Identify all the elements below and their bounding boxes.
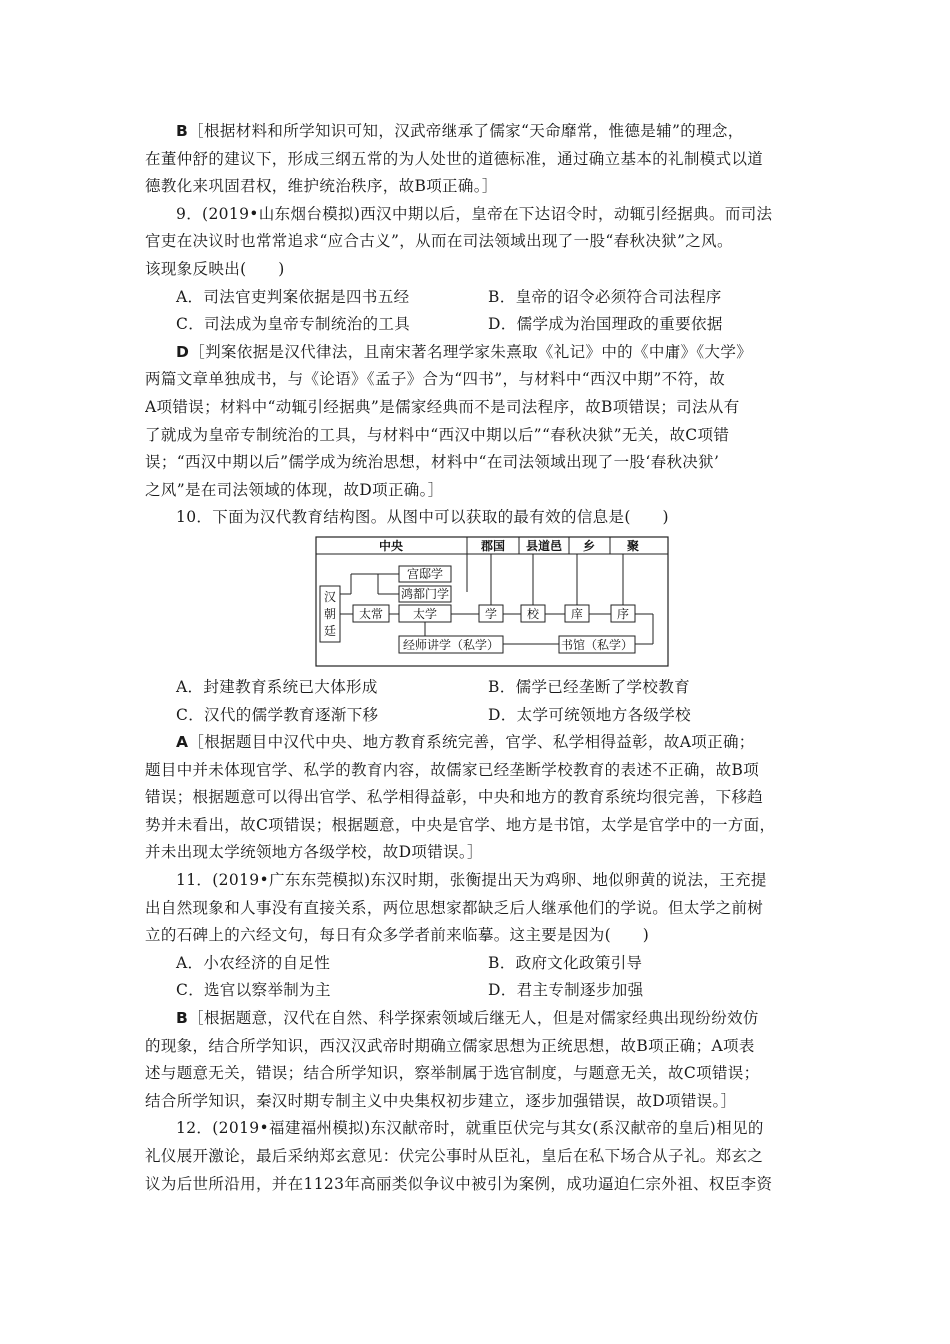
q10-answer-line-4: 势并未看出，故C项错误；根据题意，中央是官学、地方是书馆，太学是官学中的一方面，: [145, 815, 776, 834]
q10-answer-line-1: A［根据题目中汉代中央、地方教育系统完善，官学、私学相得益彰，故A项正确；: [176, 733, 755, 752]
q10-answer-line-5: 并未出现太学统领地方各级学校，故D项错误。］: [145, 843, 483, 862]
q11-option-c: C．选官以察举制为主: [176, 981, 331, 1000]
hongdumenxue-label: 鸿都门学: [400, 586, 450, 601]
q9-option-c: C．司法成为皇帝专制统治的工具: [176, 315, 411, 334]
han-education-diagram: [145, 536, 810, 674]
q9-option-a: A．司法官吏判案依据是四书五经: [176, 287, 410, 306]
q11-option-b: B．政府文化政策引导: [488, 953, 643, 972]
header-junguo: 郡国: [480, 538, 506, 553]
q11-answer-line-1: B［根据题意，汉代在自然、科学探索领域后继无人，但是对儒家经典出现纷纷效仿: [176, 1009, 759, 1028]
q10-options-row-1: [145, 674, 810, 702]
q9-option-b: B．皇帝的诏令必须符合司法程序: [488, 287, 722, 306]
xiang-school-label: 庠: [570, 606, 584, 621]
q8-answer-letter: B: [176, 122, 189, 140]
xue-label: 学: [484, 606, 498, 621]
q9-stem-line-2: 官吏在决议时也常常追求“应合古义”，从而在司法领域出现了一股“春秋决狱”之风。: [145, 232, 733, 251]
q11-stem-line-3: 立的石碑上的六经文句，每日有众多学者前来临摹。这主要是因为( ): [145, 926, 650, 945]
q9-answer-line-2: 两篇文章单独成书，与《论语》《孟子》合为“四书”，与材料中“西汉中期”不符，故: [145, 370, 726, 389]
q8-answer-line-1: B［根据材料和所学知识可知，汉武帝继承了儒家“天命靡常，惟德是辅”的理念，: [176, 122, 744, 140]
q9-option-d: D．儒学成为治国理政的重要依据: [488, 315, 723, 334]
q10-answer-line-3: 错误；根据题意可以得出官学、私学相得益彰，中央和地方的教育系统均很完善，下移趋: [145, 788, 764, 807]
xu-label: 序: [616, 606, 630, 621]
q9-stem-line-3: 该现象反映出( ): [145, 259, 285, 278]
q8-answer-line-3: 德教化来巩固君权，维护统治秩序，故B项正确。］: [145, 177, 498, 196]
header-ju: 聚: [626, 538, 640, 553]
q11-option-d: D．君主专制逐步加强: [488, 981, 644, 1000]
q9-stem-line-1: 9．(2019•山东烟台模拟)西汉中期以后，皇帝在下达诏令时，动辄引经据典。而司法: [176, 204, 773, 223]
q12-stem-line-1: 12．(2019•福建福州模拟)东汉献帝时，就重臣伏完与其女(系汉献帝的皇后)相见的: [176, 1119, 764, 1138]
q10-answer-line-2: 题目中并未体现官学、私学的教育内容，故儒家已经垄断学校教育的表述不正确，故B项: [145, 760, 760, 779]
q9-answer-line-4: 了就成为皇帝专制统治的工具，与材料中“西汉中期以后”“春秋决狱”无关，故C项错: [145, 425, 730, 444]
gongdixue-label: 宫邸学: [406, 566, 444, 581]
q10-option-b: B．儒学已经垄断了学校教育: [488, 677, 690, 696]
q9-answer-line-3: A项错误；材料中“动辄引经据典”是儒家经典而不是司法程序，故B项错误；司法从有: [145, 397, 740, 416]
q12-stem-line-3: 议为后世所沿用，并在1123年高丽类似争议中被引为案例，成功逼迫仁宗外祖、权臣李资: [145, 1174, 773, 1193]
q10-options-row-2: [145, 702, 810, 730]
q11-option-a: A．小农经济的自足性: [176, 953, 331, 972]
q10-answer-letter: A: [176, 733, 189, 752]
jingshi-label: 经师讲学（私学）: [402, 637, 500, 652]
shuguan-label: 书馆（私学）: [560, 637, 634, 652]
q11-answer-line-2: 的现象，结合所学知识，西汉汉武帝时期确立儒家思想为正统思想，故B项正确；A项表: [145, 1036, 755, 1055]
taichang-label: 太常: [358, 606, 384, 621]
q10-option-a: A．封建教育系统已大体形成: [176, 677, 378, 696]
q12-stem-line-2: 礼仪展开激论，最后采纳郑玄意见：伏完公事时从臣礼，皇后在私下场合从子礼。郑玄之: [145, 1147, 764, 1165]
q8-answer-line-2: 在董仲舒的建议下，形成三纲五常的为人处世的道德标准，通过确立基本的礼制模式以道: [145, 149, 764, 168]
q9-options-row-1: [145, 284, 810, 312]
xiao-label: 校: [526, 606, 540, 621]
q11-stem-line-1: 11．(2019•广东东莞模拟)东汉时期，张衡提出天为鸡卵、地似卵黄的说法，王充提: [176, 871, 767, 890]
q9-answer-letter: D: [176, 342, 190, 361]
q9-options-row-2: [145, 311, 810, 339]
q10-option-c: C．汉代的儒学教育逐渐下移: [176, 705, 379, 724]
q11-answer-line-4: 结合所学知识，秦汉时期专制主义中央集权初步建立，逐步加强错误，故D项错误。］: [145, 1091, 737, 1110]
header-central: 中央: [378, 538, 404, 553]
q9-answer-line-1: D［判案依据是汉代律法，且南宋著名理学家朱熹取《礼记》中的《中庸》《大学》: [176, 342, 753, 361]
q10-option-d: D．太学可统领地方各级学校: [488, 705, 691, 724]
q11-options-row-2: [145, 977, 810, 1005]
q11-options-row-1: [145, 950, 810, 978]
header-xiandaoyi: 县道邑: [525, 538, 563, 553]
taixue-label: 太学: [412, 606, 438, 621]
q11-stem-line-2: 出自然现象和人事没有直接关系，两位思想家都缺乏后人继承他们的学说。但太学之前树: [145, 898, 764, 917]
q9-answer-line-5: 误；“西汉中期以后”儒学成为统治思想，材料中“在司法领域出现了一股‘春秋决狱’: [145, 453, 720, 472]
education-structure-svg: [315, 536, 670, 668]
q9-answer-line-6: 之风”是在司法领域的体现，故D项正确。］: [145, 480, 444, 499]
q10-stem: 10．下面为汉代教育结构图。从图中可以获取的最有效的信息是( ): [176, 508, 669, 527]
q11-answer-letter: B: [176, 1009, 189, 1028]
document-page: [145, 118, 810, 1198]
header-xiang: 乡: [582, 538, 596, 553]
q11-answer-line-3: 述与题意无关，错误；结合所学知识，察举制属于选官制度，与题意无关，故C项错误；: [145, 1064, 760, 1083]
han-court-char-3: 廷: [323, 623, 337, 638]
han-court-char-1: 汉: [323, 589, 337, 604]
han-court-char-2: 朝: [323, 606, 337, 621]
